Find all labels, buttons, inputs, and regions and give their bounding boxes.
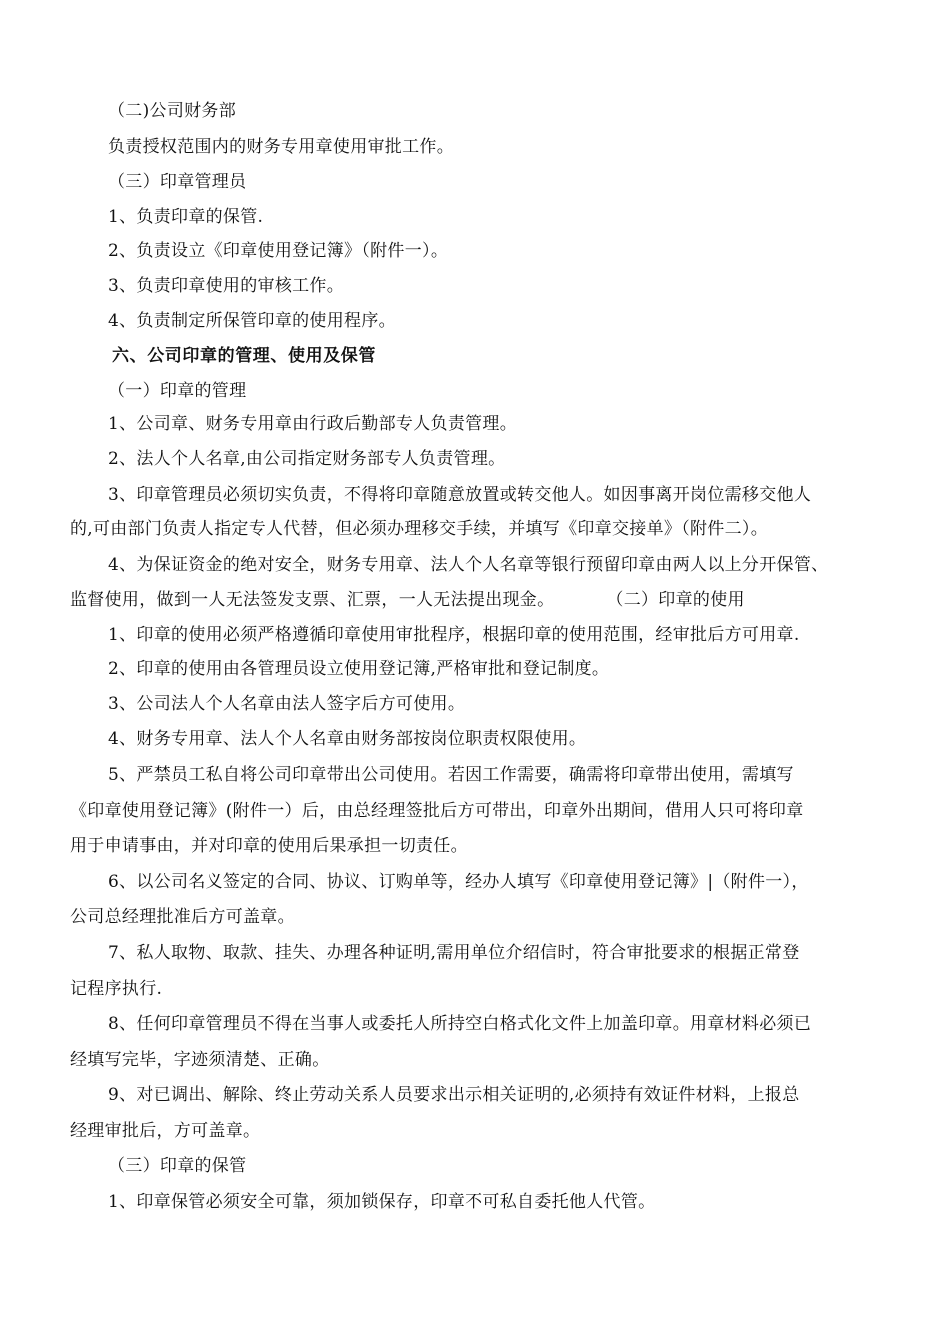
list-item: 4、为保证资金的绝对安全，财务专用章、法人个人名章等银行预留印章由两人以上分开保管、	[108, 555, 829, 575]
subsection-heading-seal-admin: （三）印章管理员	[108, 172, 247, 192]
list-item: 5、严禁员工私自将公司印章带出公司使用。若因工作需要，确需将印章带出使用，需填写	[108, 765, 794, 785]
section-heading-6: 六、公司印章的管理、使用及保管	[112, 346, 376, 366]
list-item: 2、印章的使用由各管理员设立使用登记簿,严格审批和登记制度。	[108, 659, 610, 679]
list-item-continuation: 《印章使用登记簿》(附件一）后，由总经理签批后方可带出，印章外出期间，借用人只可将印章	[70, 801, 804, 821]
list-item: 2、负责设立《印章使用登记簿》（附件一）。	[108, 241, 449, 261]
list-item: 4、财务专用章、法人个人名章由财务部按岗位职责权限使用。	[108, 729, 587, 749]
list-item-continuation: 经理审批后，方可盖章。	[70, 1121, 261, 1141]
list-item-continuation	[70, 589, 745, 611]
list-item: 9、对已调出、解除、终止劳动关系人员要求出示相关证明的,必须持有效证件材料，上报总	[108, 1085, 800, 1105]
subsection-heading-management: （一）印章的管理	[108, 381, 247, 401]
list-item: 6、以公司名义签定的合同、协议、订购单等，经办人填写《印章使用登记簿》|（附件一），	[108, 872, 809, 892]
list-item: 7、私人取物、取款、挂失、办理各种证明,需用单位介绍信时，符合审批要求的根据正常登	[108, 943, 800, 963]
list-item: 8、任何印章管理员不得在当事人或委托人所持空白格式化文件上加盖印章。用章材料必须已	[108, 1014, 812, 1034]
list-item: 4、负责制定所保管印章的使用程序。	[108, 311, 396, 331]
list-item: 1、负责印章的保管.	[108, 207, 264, 227]
list-item-continuation: 记程序执行.	[70, 979, 163, 999]
subsection-heading-safekeeping: （三）印章的保管	[108, 1156, 247, 1176]
paragraph-text: 监督使用，做到一人无法签发支票、汇票，一人无法提出现金。	[70, 590, 555, 610]
list-item: 3、公司法人个人名章由法人签字后方可使用。	[108, 694, 466, 714]
subsection-heading-usage: （二）印章的使用	[606, 590, 745, 610]
list-item: 3、印章管理员必须切实负责，不得将印章随意放置或转交他人。如因事离开岗位需移交他人	[108, 485, 812, 505]
list-item-continuation: 的,可由部门负责人指定专人代替，但必须办理移交手续，并填写《印章交接单》（附件二）。	[70, 519, 769, 539]
list-item-continuation: 公司总经理批准后方可盖章。	[70, 907, 295, 927]
paragraph-line: 负责授权范围内的财务专用章使用审批工作。	[108, 137, 454, 157]
subsection-heading-finance-dept: （二)公司财务部	[108, 101, 237, 121]
list-item: 1、公司章、财务专用章由行政后勤部专人负责管理。	[108, 414, 518, 434]
list-item: 1、印章保管必须安全可靠，须加锁保存，印章不可私自委托他人代管。	[108, 1192, 656, 1212]
list-item: 2、法人个人名章,由公司指定财务部专人负责管理。	[108, 449, 506, 469]
list-item: 1、印章的使用必须严格遵循印章使用审批程序，根据印章的使用范围，经审批后方可用章.	[108, 625, 800, 645]
list-item: 3、负责印章使用的审核工作。	[108, 276, 345, 296]
list-item-continuation: 用于申请事由，并对印章的使用后果承担一切责任。	[70, 836, 468, 856]
list-item-continuation: 经填写完毕，字迹须清楚、正确。	[70, 1050, 330, 1070]
